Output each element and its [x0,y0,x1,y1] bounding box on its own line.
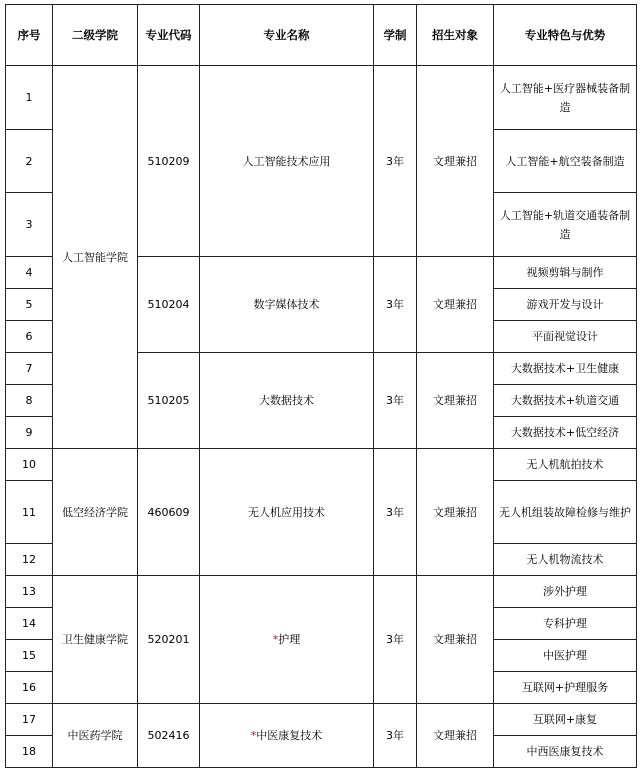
major-target: 文理兼招 [416,703,494,768]
header-duration: 学制 [373,4,417,66]
row-feature: 无人机物流技术 [493,543,637,576]
major-name-text [259,391,314,410]
major-name [199,448,374,576]
row-feature: 平面视觉设计 [493,320,637,353]
major-duration: 3年 [373,703,417,768]
major-name [199,703,374,768]
row-feature: 游戏开发与设计 [493,288,637,321]
major-duration: 3年 [373,575,417,704]
row-feature: 大数据技术+轨道交通 [493,384,637,417]
major-name-text [251,726,323,745]
row-index: 16 [5,671,53,704]
row-feature: 人工智能+航空装备制造 [493,129,637,193]
row-feature: 大数据技术+卫生健康 [493,352,637,385]
major-duration: 3年 [373,65,417,257]
header-index: 序号 [5,4,53,66]
major-name [199,256,374,353]
row-index: 18 [5,735,53,768]
header-college: 二级学院 [52,4,138,66]
college-name: 中医药学院 [52,703,138,768]
major-target: 文理兼招 [416,256,494,353]
major-duration: 3年 [373,256,417,353]
major-name-label: 数字媒体技术 [253,298,320,311]
row-feature: 互联网+护理服务 [493,671,637,704]
major-target: 文理兼招 [416,65,494,257]
row-feature: 无人机航拍技术 [493,448,637,481]
major-code: 510204 [137,256,200,353]
row-index: 8 [5,384,53,417]
major-name-label: 人工智能技术应用 [242,154,331,168]
major-name-label: 护理 [278,633,301,646]
row-feature: 涉外护理 [493,575,637,608]
row-index: 6 [5,320,53,353]
enrollment-table [5,4,637,772]
major-code: 510205 [137,352,200,449]
row-index: 1 [5,65,53,130]
row-index: 2 [5,129,53,193]
major-target: 文理兼招 [416,448,494,576]
major-name [199,352,374,449]
row-feature: 视频剪辑与制作 [493,256,637,289]
major-duration: 3年 [373,448,417,576]
major-duration: 3年 [373,352,417,449]
major-name-label: 无人机应用技术 [248,505,325,519]
row-feature: 中医护理 [493,639,637,672]
header-code: 专业代码 [137,4,200,66]
row-index: 12 [5,543,53,576]
major-name-text [273,630,301,649]
major-target: 文理兼招 [416,352,494,449]
row-feature: 专科护理 [493,607,637,640]
header-features: 专业特色与优势 [493,4,637,66]
major-name [199,575,374,704]
major-code: 502416 [137,703,200,768]
major-name-label: 大数据技术 [259,394,314,407]
college-name: 卫生健康学院 [52,575,138,704]
major-target: 文理兼招 [416,575,494,704]
row-index: 7 [5,352,53,385]
row-index: 4 [5,256,53,289]
college-name: 低空经济学院 [52,448,138,576]
row-index: 14 [5,607,53,640]
row-feature: 互联网+康复 [493,703,637,736]
row-feature: 中西医康复技术 [493,735,637,768]
header-major-name: 专业名称 [199,4,374,66]
major-name-text [248,503,325,522]
row-index: 13 [5,575,53,608]
major-name-label: 中医康复技术 [256,729,323,742]
major-code: 460609 [137,448,200,576]
college-name: 人工智能学院 [52,65,138,449]
featured-star-mark: * [250,729,257,742]
featured-star-mark: * [272,633,279,646]
major-code: 510209 [137,65,200,257]
row-index: 3 [5,192,53,257]
row-index: 5 [5,288,53,321]
row-index: 9 [5,416,53,449]
row-feature: 人工智能+轨道交通装备制造 [493,192,637,257]
row-index: 17 [5,703,53,736]
row-index: 15 [5,639,53,672]
row-feature: 大数据技术+低空经济 [493,416,637,449]
row-feature: 人工智能+医疗器械装备制造 [493,65,637,130]
header-target: 招生对象 [416,4,494,66]
row-index: 11 [5,480,53,544]
major-name-text [254,295,320,314]
major-name [199,65,374,257]
major-name-text [243,152,331,171]
major-code: 520201 [137,575,200,704]
row-feature: 无人机组装故障检修与维护 [493,480,637,544]
row-index: 10 [5,448,53,481]
